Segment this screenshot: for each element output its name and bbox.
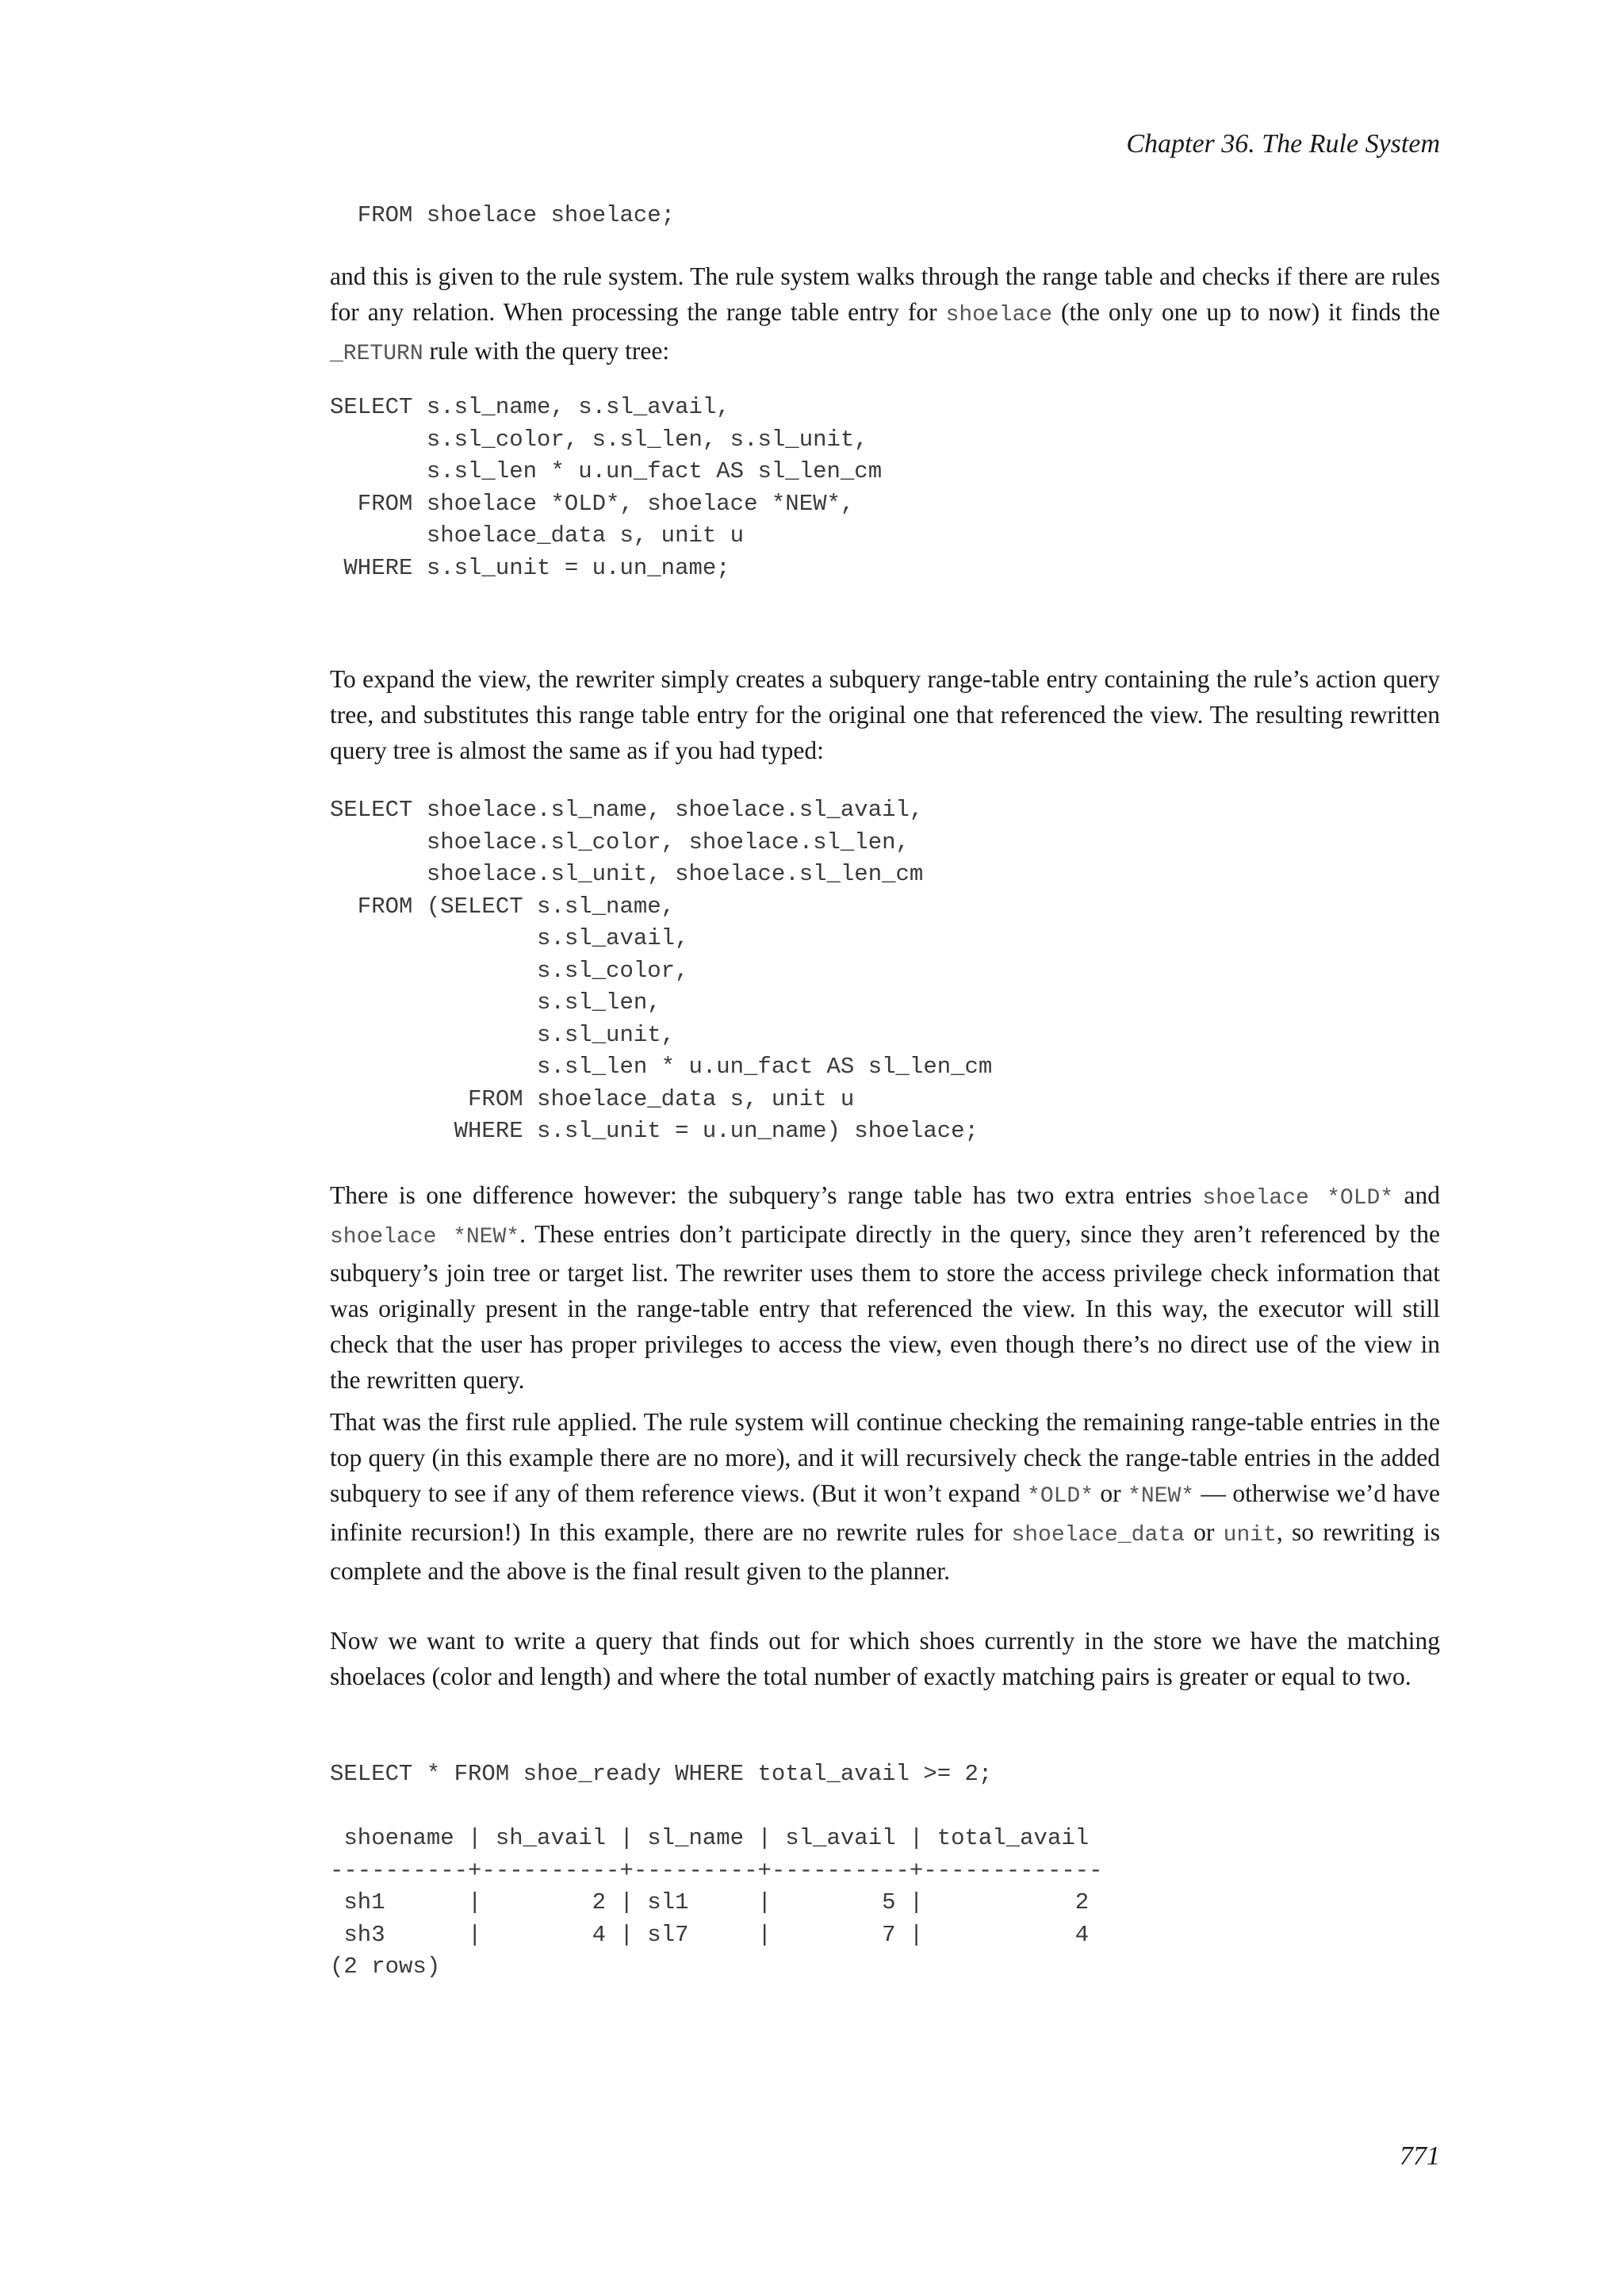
code-text: SELECT shoelace.sl_name, shoelace.sl_avail, shoelace.sl_color, shoelace.sl_len, shoelace.sl_unit, shoelace.sl_len_cm FROM (SELECT s.sl_name, s.sl_avail, s.sl_color, s.sl_len, s.sl_unit, s.sl_len * u.un_fact AS sl_len_cm FROM shoelace_data s, unit u WHERE s.sl_unit = u.un_name) shoelace;: [330, 797, 993, 1144]
code-block-return-rule-query: [330, 392, 1440, 584]
code-block-from-shoelace: [330, 200, 1440, 232]
text-span: There is one difference however: the subquery’s range table has two extra entries: [330, 1181, 1203, 1209]
inline-code-shoelace-new: shoelace *NEW*: [330, 1225, 520, 1249]
code-block-shoe-ready-query: [330, 1758, 1440, 1984]
text-span: and this is given to the rule system. The rule system walks through the range table and checks if there are rules for any relation. When processing the range table entry for: [330, 262, 1440, 326]
code-result-table: shoename | sh_avail | sl_name | sl_avail | total_avail ----------+----------+---------+----------+------------- sh1 | 2 | sl1 | 5 | 2 sh3 | 4 | sl7 | 7 | 4 (2 rows): [330, 1825, 1103, 1980]
text-span: That was the first rule applied. The rule system will continue checking the remaining range-table entries in the top query (in this example there are no more), and it will recursively check the range-table entries in the added subquery to see if any of them reference views. (But it won’t expand: [330, 1408, 1440, 1507]
code-query: SELECT * FROM shoe_ready WHERE total_avail >= 2;: [330, 1761, 993, 1787]
paragraph-text: To expand the view, the rewriter simply creates a subquery range-table entry containing the rule’s action query tree, and substitutes this range table entry for the original one that referenced the view. The resulting rewritten query tree is almost the same as if you had typed:: [330, 665, 1440, 764]
inline-code-unit: unit: [1223, 1523, 1277, 1548]
text-span: , so rewriting is complete and the above is the final result given to the planner.: [330, 1518, 1441, 1585]
paragraph-one-difference: [330, 1177, 1440, 1398]
document-page: [330, 0, 1440, 2296]
text-span: . These entries don’t participate directly in the query, since they aren’t referenced by the subquery’s join tree or target list. The rewriter uses them to store the access privilege check information that was originally present in the range-table entry that referenced the view. In this way, the executor will still check that the user has proper privileges to access the view, even though there’s no direct use of the view in the rewritten query.: [330, 1220, 1440, 1394]
text-span: (the only one up to now) it finds the: [1052, 298, 1441, 326]
code-text: SELECT s.sl_name, s.sl_avail, s.sl_color, s.sl_len, s.sl_unit, s.sl_len * u.un_fact AS sl_len_cm FROM shoelace *OLD*, shoelace *NEW*, shoelace_data s, unit u WHERE s.sl_unit = u.un_name;: [330, 394, 883, 581]
paragraph-text: Now we want to write a query that finds out for which shoes currently in the store we have the matching shoelaces (color and length) and where the total number of exactly matching pairs is greater or equal to two.: [330, 1627, 1440, 1690]
text-span: and: [1393, 1181, 1440, 1209]
inline-code-shoelace: shoelace: [945, 303, 1052, 327]
text-span: rule with the query tree:: [423, 337, 670, 365]
inline-code-old: *OLD*: [1027, 1484, 1094, 1509]
paragraph-expand-view: [330, 661, 1440, 768]
text-span: — otherwise we’d have infinite recursion!) In this example, there are no rewrite rules for: [330, 1479, 1440, 1546]
paragraph-rule-system-intro: [330, 258, 1440, 372]
inline-code-return: _RETURN: [330, 342, 423, 366]
inline-code-shoelace-old: shoelace *OLD*: [1202, 1186, 1394, 1211]
code-text: FROM shoelace shoelace;: [330, 202, 676, 228]
paragraph-matching-shoelaces: [330, 1623, 1440, 1694]
code-block-rewritten-query: [330, 794, 1440, 1148]
chapter-header: Chapter 36. The Rule System: [1126, 129, 1440, 159]
paragraph-first-rule-applied: [330, 1404, 1440, 1589]
page-number: 771: [1400, 2141, 1440, 2171]
text-span: or: [1184, 1518, 1224, 1546]
inline-code-shoelace-data: shoelace_data: [1011, 1523, 1185, 1548]
text-span: or: [1094, 1479, 1128, 1507]
inline-code-new: *NEW*: [1128, 1484, 1195, 1509]
